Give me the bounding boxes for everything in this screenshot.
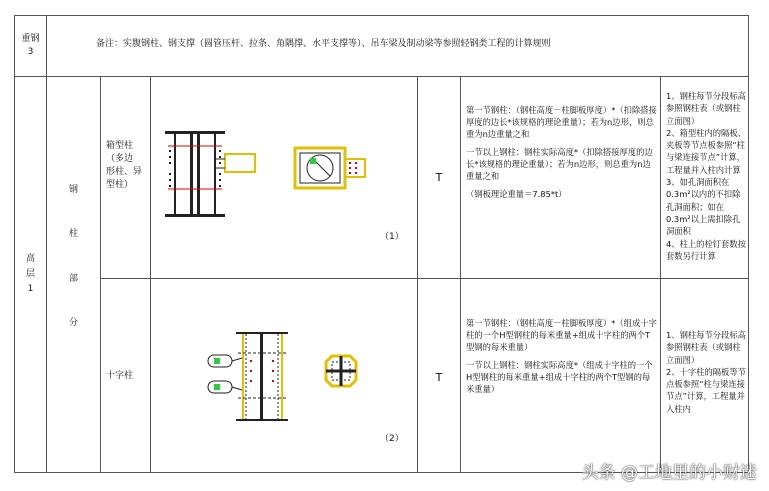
category-line-1: 重钢	[21, 34, 40, 44]
row1-note-1: 2、箱型柱内的隔板、夹板等节点板参照“柱与梁连接节点”计算，工程量并入柱内计算	[666, 127, 746, 175]
row2-note-1: 2、十字柱的隔板等节点板参照“柱与梁连接节点”计算，工程量并入柱内	[666, 366, 746, 414]
row1-note-2: 3、如孔洞面积在0.3m²以内的不扣除孔洞面积；如在0.3m²以上需扣除孔洞面积	[666, 177, 741, 237]
category-cell	[15, 16, 46, 76]
cross-column-section-figure	[150, 278, 417, 473]
col-divider-5	[460, 76, 461, 473]
row2-notes	[666, 329, 746, 459]
col-divider-6	[660, 76, 661, 473]
part-char-2: 部	[68, 273, 78, 284]
row1-name-line-1: （多边	[106, 154, 134, 164]
part-cell	[47, 184, 100, 330]
part-char-1: 柱	[68, 229, 78, 240]
category-line-2: 3	[27, 47, 34, 57]
row1-name-line-3: 型柱）	[106, 180, 134, 190]
row2-formula-1: 一节以上钢柱：钢柱实际高度*（组成十字柱的一个H型钢柱的每米重量+组成十字柱的两个T型钢的每米重量）	[466, 360, 653, 394]
row1-unit: T	[435, 170, 443, 184]
border-top	[14, 15, 749, 16]
col-divider-4	[417, 76, 418, 473]
level-line-1: 高	[25, 254, 35, 264]
figure-label-2: （2）	[380, 434, 404, 444]
row2-name: 十字柱	[106, 371, 134, 381]
row1-note-3: 4、柱上的栓钉套数按套数另行计算	[666, 238, 746, 261]
figure-label-1: （1）	[380, 232, 404, 242]
box-column-section-figure	[150, 76, 417, 278]
header-note-text: 备注：实腹钢柱、钢支撑（圆管压杆、拉条、角隅撑、水平支撑等）、吊车梁及制动梁等参照轻钢类工程的计算规则	[96, 39, 551, 49]
row1-name-line-0: 箱型柱	[106, 141, 134, 151]
col-divider-2	[100, 76, 101, 473]
row1-formula-0: 第一节钢柱：（钢柱高度－柱脚板厚度）*（扣除搭接厚度的边长*该规格的理论重量）；若为n边形，则总重为n边重量之和	[466, 105, 657, 139]
level-line-2: 层	[25, 269, 35, 279]
part-char-3: 分	[68, 317, 78, 328]
row1-formula-1: 一节以上钢柱：钢柱实际高度*（扣除搭接厚度的边长*该规格的理论重量）；若为n边形，则总重为n边重量之和	[466, 147, 653, 181]
row2-formula	[466, 317, 658, 467]
level-line-3: 1	[27, 284, 34, 294]
row1-name	[106, 140, 150, 220]
row1-formula-2: （钢板理论重量＝7.85*t）	[466, 189, 567, 199]
row1-formula	[466, 104, 658, 274]
row1-notes	[666, 90, 746, 276]
header-note	[96, 38, 746, 52]
row2-formula-0: 第一节钢柱：（钢柱高度－柱脚板厚度）*（组成十字柱的一个H型钢柱的每米重量+组成十字柱的两个T型钢的每米重量）	[466, 318, 657, 352]
border-right	[748, 15, 749, 473]
row1-note-0: 1、钢柱每节分段标高参照钢柱表（或钢柱立面图）	[666, 91, 746, 126]
part-char-0: 钢	[68, 185, 78, 195]
row2-unit: T	[435, 370, 443, 384]
row2-note-0: 1、钢柱每节分段标高参照钢柱表（或钢柱立面图）	[666, 330, 746, 365]
level-cell	[15, 77, 46, 472]
watermark: 头条 @工地里的小财迷	[581, 463, 757, 483]
row1-name-line-2: 形柱、异	[106, 167, 143, 177]
